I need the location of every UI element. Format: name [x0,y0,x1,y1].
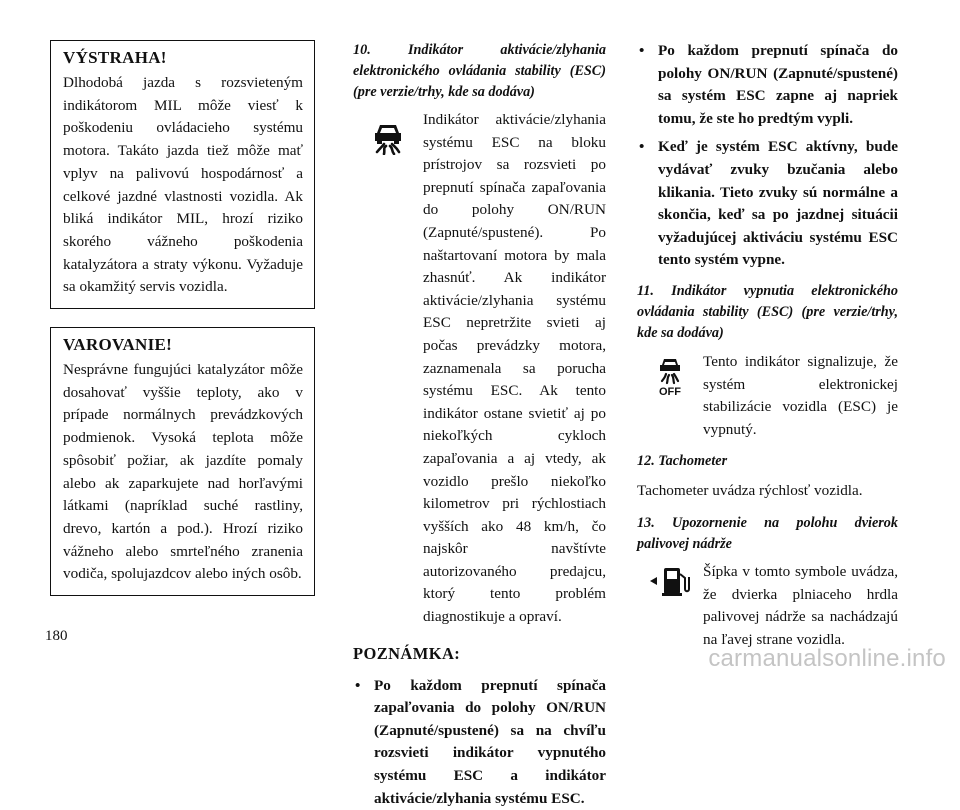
warning-text: Dlhodobá jazda s rozsvieteným indikátorom MIL môže viesť k poškodeniu ovládacieho systému motora. Takáto jazda tiež môže mať vplyv na palivovú hospodárnosť a celkové jazdné vlastnosti vozidla. Ak bliká indikátor MIL, hrozí riziko skorého vážneho poškodenia katalyzátora a straty výkonu. Vyžaduje sa okamžitý servis vozidla. [63,74,303,296]
bullet-dot: • [639,138,645,156]
note-title: POZNÁMKA: [353,643,461,663]
warning-title: VÝSTRAHA! [63,48,167,67]
esc-off-label: OFF [659,385,681,397]
section-10-heading: 10. Indikátor aktivácie/zlyhania elektronického ovládania stability (ESC) (pre verzie/trhy, kde sa dodáva) [353,42,606,100]
note-bullet-1 [353,675,606,810]
note-bullet-3 [637,136,898,272]
note-bullet-2-text: Po každom prepnutí spínača do polohy ON/RUN (Zapnuté/spustené) sa systém ESC zapne aj napriek tomu, že ste ho predtým vypli. [658,42,898,127]
section-10-body [353,109,606,629]
left-column [50,40,315,614]
caution-text: Nesprávne fungujúci katalyzátor môže dosahovať vyššie teploty, ako v prípade normálnych prevádzkových podmienok. Vysoká teplota môže spôsobiť požiar, ak jazdíte pomaly alebo ak zaparkujete nad horľavými látkami (napríklad suché rastliny, drevo, kartón a pod.). Hrozí riziko vážneho alebo smrteľného zranenia vodiča, spolujazdcov alebo iných osôb. [63,361,303,583]
watermark: carmanualsonline.info [708,645,946,672]
section-11-body [637,351,898,441]
section-13-heading: 13. Upozornenie na polohu dvierok palivovej nádrže [637,514,898,552]
caution-title: VAROVANIE! [63,335,173,355]
section-12-heading: 12. Tachometer [637,453,728,470]
fuel-door-icon [637,561,703,597]
note-bullet-1-text: Po každom prepnutí spínača zapaľovania do polohy ON/RUN (Zapnuté/spustené) sa na chvíľu rozsvieti indikátor vypnutého systému ESC a indikátor aktivácie/zlyhania systému ESC. [374,676,606,807]
section-13-body [637,561,898,651]
section-11-heading: 11. Indikátor vypnutia elektronického ovládania stability (ESC) (pre verzie/trhy, kde sa dodáva) [637,282,898,341]
bullet-dot: • [639,42,645,59]
section-13-text: Šípka v tomto symbole uvádza, že dvierka plniaceho hrdla palivovej nádrže sa nachádzajú na ľavej strane vozidla. [703,562,898,648]
warning-box [50,40,315,309]
middle-column [353,40,606,810]
page-number: 180 [45,628,68,644]
section-11-text: Tento indikátor signalizuje, že systém elektronickej stabilizácie vozidla (ESC) je vypnutý. [703,352,898,438]
note-bullet-2 [637,40,898,130]
right-column [637,40,898,651]
bullet-dot: • [355,676,361,694]
section-12-text: Tachometer uvádza rýchlosť vozidla. [637,482,863,500]
caution-box [50,327,315,596]
note-bullet-3-text: Keď je systém ESC aktívny, bude vydávať zvuky bzučania alebo klikania. Tieto zvuky sú normálne a skončia, keď sa po jazdnej situácii vyžadujúcej aktiváciu systému ESC tento systém vypne. [658,138,898,269]
esc-off-icon [637,351,703,397]
section-10-text: Indikátor aktivácie/zlyhania systému ESC na bloku prístrojov sa rozsvieti po prepnutí spínača zapaľovania do polohy ON/RUN (Zapnuté/spustené). Po naštartovaní motora by mala zhasnúť. Ak indikátor aktivácie/zlyhania systému ESC nepretržite svieti aj počas prevádzky motora, zaznamenala sa porucha systému ESC. Ak tento indikátor ostane svietiť aj po niekoľkých cykloch zapaľovania a aj vtedy, ak vozidlo prešlo niekoľko kilometrov pri rýchlostiach vyšších ako 48 km/h, čo najskôr navštívte autorizovaného predajcu, ktorý tento problém diagnostikuje a opraví. [423,111,606,626]
esc-skid-icon [353,109,423,155]
